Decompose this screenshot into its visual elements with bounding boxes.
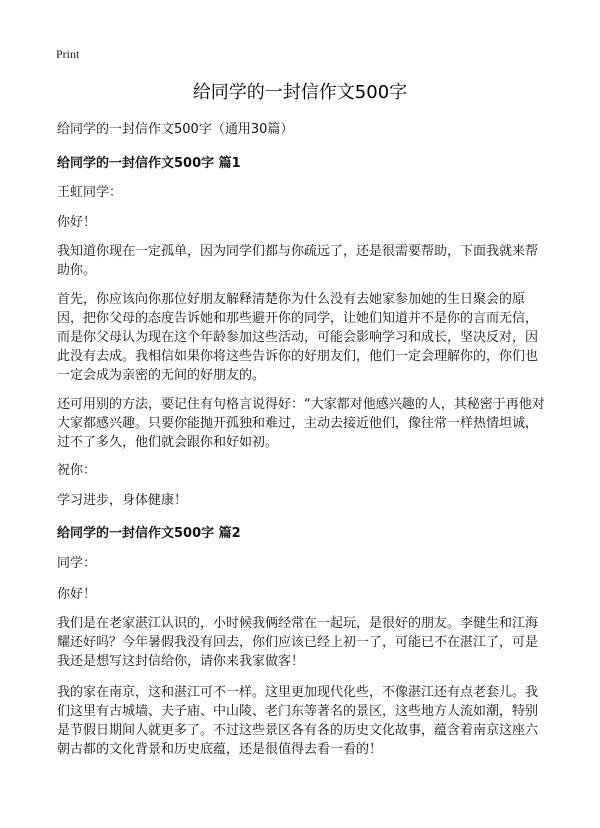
letter-closing-1: 祝你： [57, 463, 97, 478]
page-title: 给同学的一封信作文500字 [192, 82, 408, 103]
paragraph-1-1: 我知道你现在一定孤单，因为同学们都与你疏远了，还是很需要帮助，下面我就来帮助你。 [57, 244, 539, 278]
section-heading-2: 给同学的一封信作文500字 篇2 [57, 526, 241, 541]
print-link[interactable]: Print [56, 47, 80, 61]
section-heading-1: 给同学的一封信作文500字 篇1 [57, 156, 241, 171]
letter-wish-1: 学习进步，身体健康！ [57, 493, 188, 508]
letter-hello-2: 你好！ [57, 587, 97, 602]
paragraph-2-1: 我们是在老家湛江认识的，小时候我俩经常在一起玩，是很好的朋友。李健生和江海耀还好吗？今年暑假我没有回去，你们应该已经上初一了，可能已不在湛江了，可是我还是想写这封信给你，请你来我家做客！ [57, 616, 539, 669]
letter-greeting-2: 同学： [57, 556, 97, 571]
paragraph-1-2: 首先，你应该向你那位好朋友解释清楚你为什么没有去她家参加她的生日聚会的原因，把你父母的态度告诉她和那些避开你的同学，让她们知道并不是你的言而无信，而是你父母认为现在这个年龄参加这些活动，可能会影响学习和成长，坚决反对，因此没有去成。我相信如果你将这些告诉你的好朋友们，他们一定会理解你的，你们也一定会成为亲密的无间的好朋友的。 [57, 292, 539, 383]
letter-greeting-1: 王虹同学： [57, 185, 123, 200]
document-subtitle: 给同学的一封信作文500字（通用30篇） [57, 122, 294, 137]
letter-hello-1: 你好！ [57, 215, 97, 230]
paragraph-1-3: 还可用别的方法，要记住有句格言说得好：“大家都对他感兴趣的人，其秘密于再他对大家都感兴趣。只要你能抛开孤独和难过，主动去接近他们，像往常一样热情坦诚，过不了多久，他们就会跟你和好如初。 [57, 397, 545, 450]
paragraph-2-2: 我的家在南京，这和湛江可不一样。这里更加现代化些，不像湛江还有点老套儿。我们这里有古城墙、夫子庙、中山陵、老门东等著名的景区，这些地方人流如潮，特别是节假日期间人就更多了。不过这些景区各有各的历史文化故事，蕴含着南京这座六朝古都的文化背景和历史底蕴，还是很值得去看一看的！ [57, 685, 539, 757]
